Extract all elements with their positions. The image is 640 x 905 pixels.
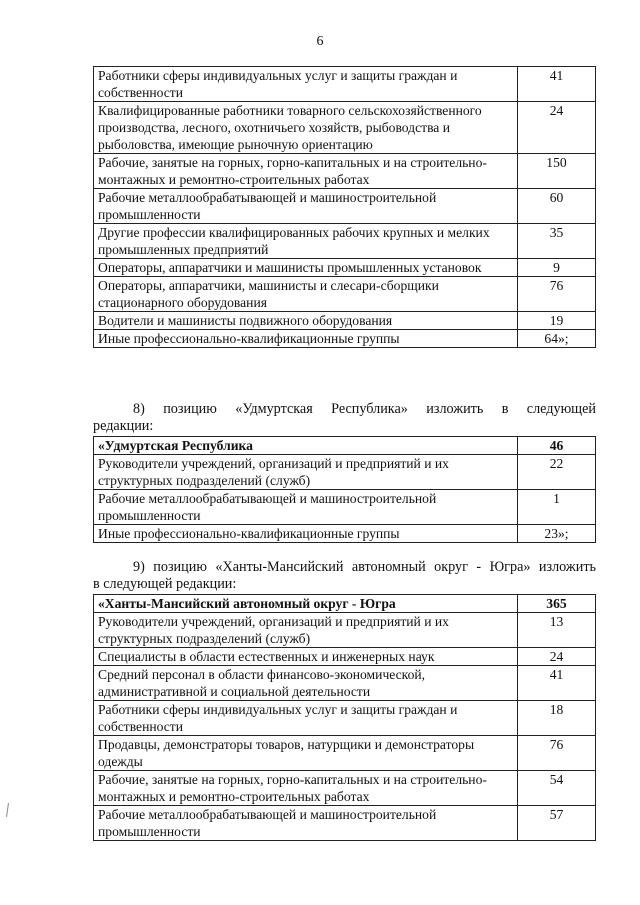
row-value: 76 xyxy=(518,736,596,771)
row-label: Средний персонал в области финансово-экономической, административной и социальной деятельности xyxy=(94,666,518,701)
row-label: Иные профессионально-квалификационные группы xyxy=(94,330,518,348)
table-row xyxy=(94,330,596,348)
row-label: Работники сферы индивидуальных услуг и защиты граждан и собственности xyxy=(94,701,518,736)
scan-mark xyxy=(6,803,9,817)
row-value: 1 xyxy=(518,490,596,525)
row-label: Операторы, аппаратчики и машинисты промышленных установок xyxy=(94,259,518,277)
table-row xyxy=(94,67,596,102)
row-label: Водители и машинисты подвижного оборудования xyxy=(94,312,518,330)
table-row xyxy=(94,613,596,648)
table-row xyxy=(94,455,596,490)
row-value: 9 xyxy=(518,259,596,277)
region-name: «Ханты-Мансийский автономный округ - Югра xyxy=(94,595,518,613)
table-row xyxy=(94,736,596,771)
row-label: Специалисты в области естественных и инженерных наук xyxy=(94,648,518,666)
row-value: 57 xyxy=(518,806,596,841)
paragraph-9-line2: в следующей редакции: xyxy=(93,576,237,592)
row-value: 76 xyxy=(518,277,596,312)
paragraph-8-line1: 8) позицию «Удмуртская Республика» изложить в следующей xyxy=(133,401,596,417)
table-header-row xyxy=(94,595,596,613)
row-value: 35 xyxy=(518,224,596,259)
table-row xyxy=(94,154,596,189)
paragraph-8 xyxy=(93,401,596,435)
row-value: 22 xyxy=(518,455,596,490)
row-label: Рабочие, занятые на горных, горно-капитальных и на строительно-монтажных и ремонтно-строительных работах xyxy=(94,154,518,189)
table-row xyxy=(94,189,596,224)
table-continued xyxy=(93,66,596,348)
row-label: Рабочие металлообрабатывающей и машиностроительной промышленности xyxy=(94,189,518,224)
region-name: «Удмуртская Республика xyxy=(94,437,518,455)
paragraph-8-line2: редакции: xyxy=(93,418,154,434)
row-label: Операторы, аппаратчики, машинисты и слесари-сборщики стационарного оборудования xyxy=(94,277,518,312)
table-row xyxy=(94,312,596,330)
row-value: 19 xyxy=(518,312,596,330)
table-udmurt xyxy=(93,436,596,543)
table-row xyxy=(94,806,596,841)
row-value: 41 xyxy=(518,666,596,701)
row-value: 64»; xyxy=(518,330,596,348)
row-value: 150 xyxy=(518,154,596,189)
paragraph-9-line1: 9) позицию «Ханты-Мансийский автономный округ - Югра» изложить xyxy=(133,559,596,575)
row-label: Работники сферы индивидуальных услуг и защиты граждан и собственности xyxy=(94,67,518,102)
row-label: Рабочие металлообрабатывающей и машиностроительной промышленности xyxy=(94,490,518,525)
row-label: Другие профессии квалифицированных рабочих крупных и мелких промышленных предприятий xyxy=(94,224,518,259)
region-total: 46 xyxy=(518,437,596,455)
row-label: Рабочие металлообрабатывающей и машиностроительной промышленности xyxy=(94,806,518,841)
table-row xyxy=(94,102,596,154)
table-khmao xyxy=(93,594,596,841)
row-value: 24 xyxy=(518,648,596,666)
paragraph-9 xyxy=(93,559,596,593)
row-label: Руководители учреждений, организаций и предприятий и их структурных подразделений (служб) xyxy=(94,455,518,490)
row-label: Иные профессионально-квалификационные группы xyxy=(94,525,518,543)
table-header-row xyxy=(94,437,596,455)
table-row xyxy=(94,666,596,701)
row-label: Квалифицированные работники товарного сельскохозяйственного производства, лесного, охотничьего хозяйств, рыбоводства и рыболовства, имеющие рыночную ориентацию xyxy=(94,102,518,154)
table-row xyxy=(94,490,596,525)
row-label: Рабочие, занятые на горных, горно-капитальных и на строительно-монтажных и ремонтно-строительных работах xyxy=(94,771,518,806)
row-value: 60 xyxy=(518,189,596,224)
row-value: 13 xyxy=(518,613,596,648)
table-row xyxy=(94,259,596,277)
table-row xyxy=(94,277,596,312)
region-total: 365 xyxy=(518,595,596,613)
table-row xyxy=(94,525,596,543)
row-value: 23»; xyxy=(518,525,596,543)
row-label: Продавцы, демонстраторы товаров, натурщики и демонстраторы одежды xyxy=(94,736,518,771)
row-value: 54 xyxy=(518,771,596,806)
table-row xyxy=(94,771,596,806)
table-row xyxy=(94,701,596,736)
table-row xyxy=(94,224,596,259)
table-row xyxy=(94,648,596,666)
row-value: 24 xyxy=(518,102,596,154)
row-value: 18 xyxy=(518,701,596,736)
page-number: 6 xyxy=(316,34,324,49)
row-label: Руководители учреждений, организаций и предприятий и их структурных подразделений (служб) xyxy=(94,613,518,648)
row-value: 41 xyxy=(518,67,596,102)
